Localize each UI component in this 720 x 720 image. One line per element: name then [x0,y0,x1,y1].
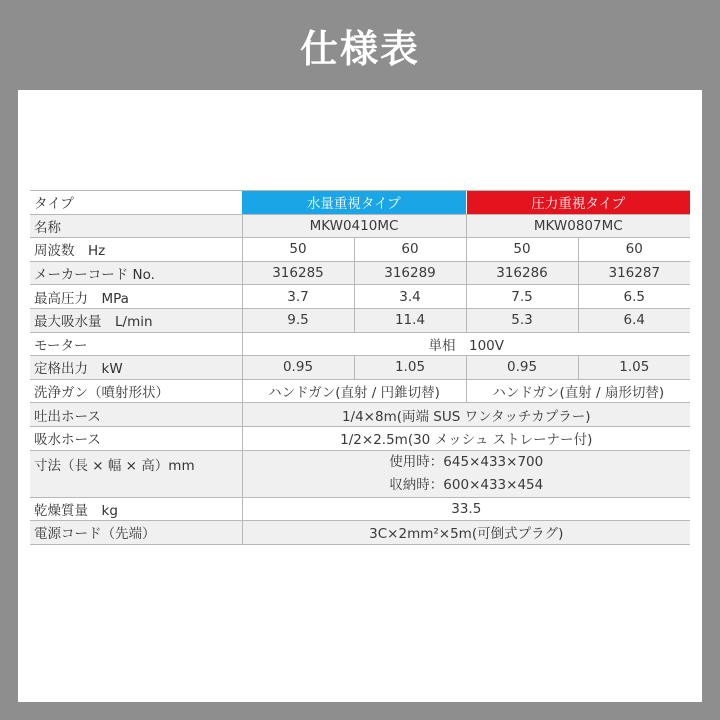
model-b: MKW0807MC [466,214,690,238]
type-pressure-badge: 圧力重視タイプ [466,191,690,215]
code-cell: 316285 [242,261,354,285]
size-row [30,450,690,497]
hose-in-label: 吸水ホース [30,426,242,450]
size-label: 寸法（長 × 幅 × 高）mm [30,450,242,497]
output-row [30,356,690,380]
weight-value: 33.5 [242,497,690,521]
pressure-label: 最高圧力 MPa [30,285,242,309]
freq-cell: 50 [466,238,578,262]
output-cell: 1.05 [578,356,690,380]
output-cell: 0.95 [242,356,354,380]
spec-panel [18,90,702,702]
size-value [242,450,690,497]
code-cell: 316289 [354,261,466,285]
suction-label: 最大吸水量 L/min [30,308,242,332]
size-use: 使用時：645×433×700 [389,453,544,470]
code-label: メーカーコード No. [30,261,242,285]
suction-cell: 11.4 [354,308,466,332]
weight-label: 乾燥質量 kg [30,497,242,521]
hose-in-value: 1/2×2.5m(30 メッシュ ストレーナー付) [242,426,690,450]
freq-label: 周波数 Hz [30,238,242,262]
freq-cell: 50 [242,238,354,262]
type-row [30,191,690,215]
gun-value-b: ハンドガン(直射 / 扇形切替) [466,379,690,403]
cord-row [30,521,690,545]
suction-cell: 5.3 [466,308,578,332]
suction-cell: 9.5 [242,308,354,332]
model-a: MKW0410MC [242,214,466,238]
code-cell: 316287 [578,261,690,285]
suction-cell: 6.4 [578,308,690,332]
motor-row [30,332,690,356]
type-water-badge: 水量重視タイプ [242,191,466,215]
freq-cell: 60 [578,238,690,262]
pressure-cell: 3.7 [242,285,354,309]
hose-in-row [30,426,690,450]
page-header [0,0,720,90]
pressure-row [30,285,690,309]
freq-cell: 60 [354,238,466,262]
weight-row [30,497,690,521]
gun-row [30,379,690,403]
pressure-cell: 7.5 [466,285,578,309]
output-cell: 1.05 [354,356,466,380]
cord-value: 3C×2mm²×5m(可倒式プラグ) [242,521,690,545]
motor-label: モーター [30,332,242,356]
cord-label: 電源コード（先端） [30,521,242,545]
output-cell: 0.95 [466,356,578,380]
gun-value-a: ハンドガン(直射 / 円錐切替) [242,379,466,403]
suction-row [30,308,690,332]
code-cell: 316286 [466,261,578,285]
freq-row [30,238,690,262]
hose-out-label: 吐出ホース [30,403,242,427]
page-title: 仕様表 [299,26,420,71]
hose-out-value: 1/4×8m(両端 SUS ワンタッチカプラー) [242,403,690,427]
hose-out-row [30,403,690,427]
gun-label: 洗浄ガン（噴射形状） [30,379,242,403]
type-label: タイプ [30,191,242,215]
output-label: 定格出力 kW [30,356,242,380]
code-row [30,261,690,285]
name-row [30,214,690,238]
name-label: 名称 [30,214,242,238]
spec-table [30,190,690,545]
pressure-cell: 3.4 [354,285,466,309]
pressure-cell: 6.5 [578,285,690,309]
motor-value: 単相 100V [242,332,690,356]
size-storage: 収納時：600×433×454 [389,476,544,493]
